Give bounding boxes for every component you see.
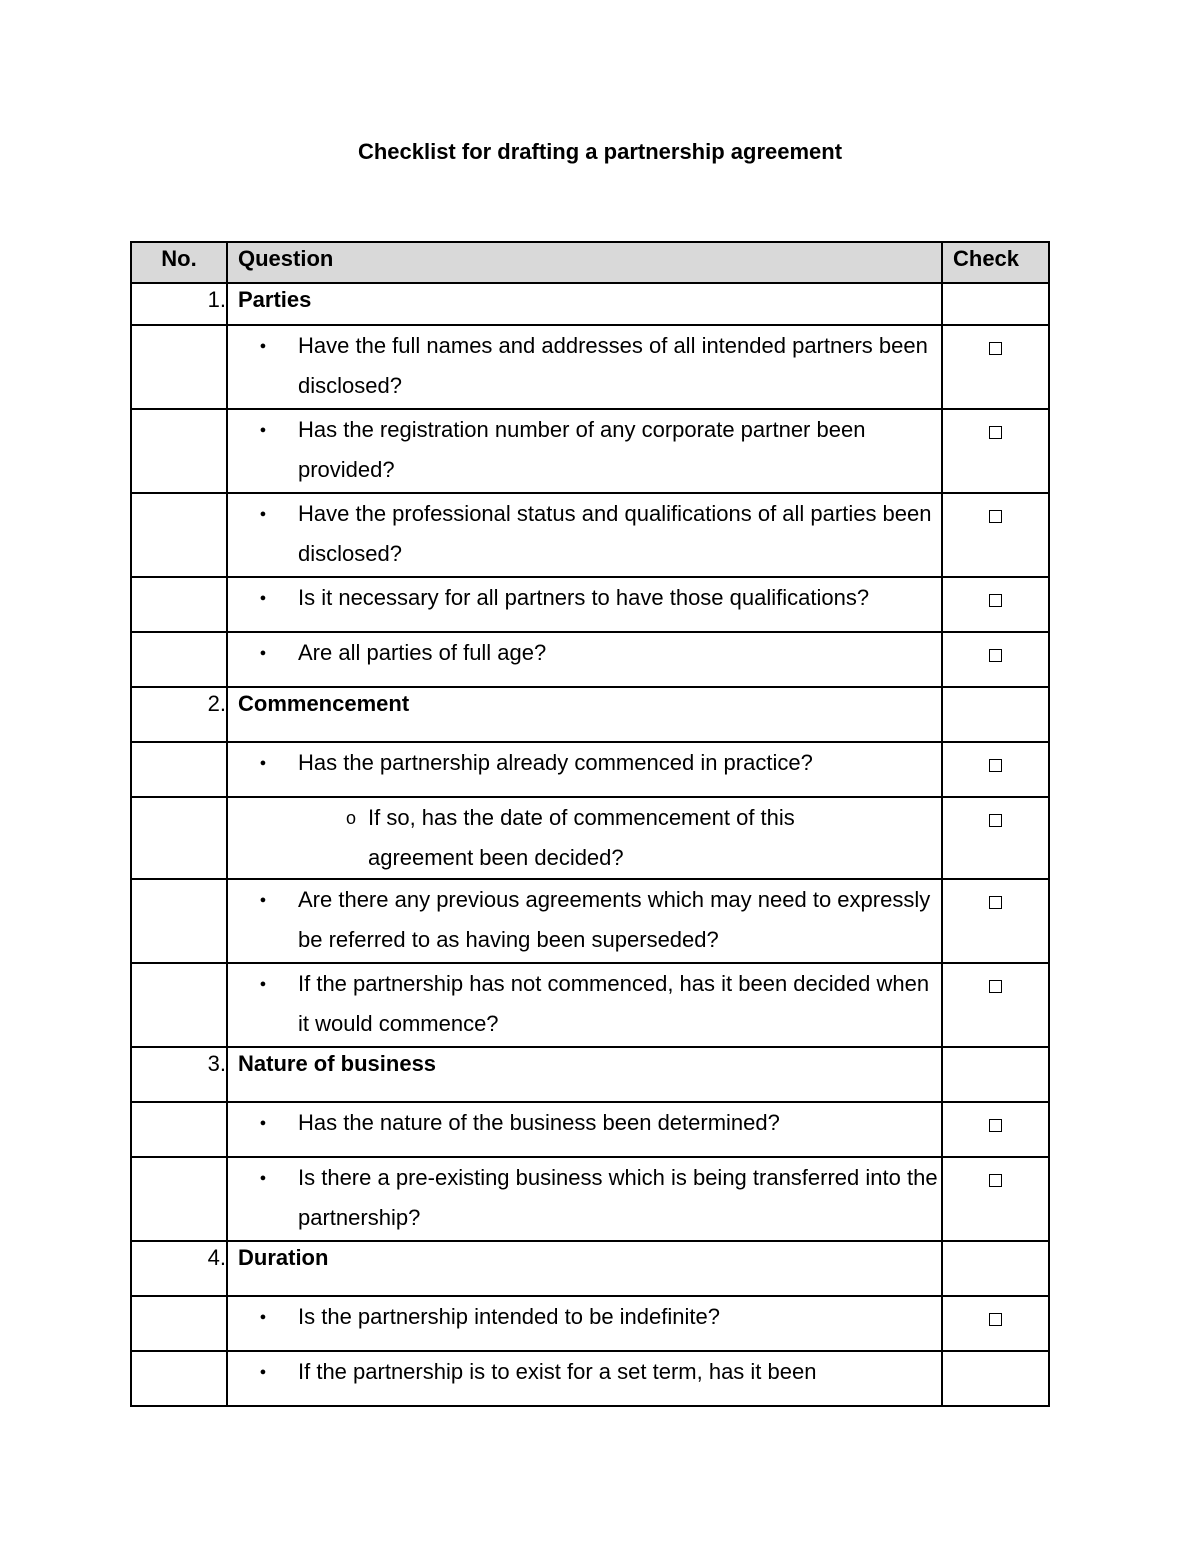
section-row [131,687,1049,742]
checkbox[interactable] [989,896,1002,909]
check-cell [942,1102,1049,1157]
question-row [131,879,1049,963]
row-number [131,493,227,577]
bullet-icon: ● [259,1117,267,1129]
bullet-icon: ● [259,508,267,520]
checkbox[interactable] [989,426,1002,439]
check-cell [942,797,1049,879]
question-cell [227,409,942,493]
section-row [131,1241,1049,1296]
row-number [131,1102,227,1157]
section-label: Nature of business [238,1051,437,1076]
question-text: Has the partnership already commenced in practice? [298,750,813,775]
question-text: Is there a pre-existing business which is being transferred into the partnership? [298,1165,938,1230]
question-cell [227,632,942,687]
question-cell [227,493,942,577]
bullet-icon: ● [259,592,267,604]
question-row [131,325,1049,409]
question-cell [227,283,942,325]
header-question: Question [227,242,942,283]
bullet-icon: ● [259,757,267,769]
check-cell [942,1241,1049,1296]
check-cell [942,1296,1049,1351]
bullet-icon: ● [259,1311,267,1323]
checklist-table [130,241,1050,1407]
question-cell [227,1102,942,1157]
checkbox[interactable] [989,649,1002,662]
question-row [131,742,1049,797]
row-number [131,963,227,1047]
question-cell [227,963,942,1047]
checkbox[interactable] [989,1313,1002,1326]
question-cell [227,1157,942,1241]
row-number [131,879,227,963]
section-label: Parties [238,287,312,312]
bullet-icon: ● [259,894,267,906]
sub-bullet-icon: o [345,808,356,828]
question-row [131,1157,1049,1241]
question-text: Have the professional status and qualifications of all parties been disclosed? [298,501,932,566]
row-number [131,1296,227,1351]
question-text: Has the nature of the business been determined? [298,1110,780,1135]
question-row [131,1102,1049,1157]
checkbox[interactable] [989,980,1002,993]
checkbox[interactable] [989,1119,1002,1132]
question-text: Have the full names and addresses of all intended partners been disclosed? [298,333,928,398]
question-cell [227,687,942,742]
question-text: Has the registration number of any corporate partner been provided? [298,417,866,482]
checkbox[interactable] [989,342,1002,355]
question-cell [227,1047,942,1102]
question-text: If the partnership is to exist for a set term, has it been [298,1359,817,1384]
question-row [131,632,1049,687]
check-cell [942,409,1049,493]
section-label: Commencement [238,691,410,716]
bullet-icon: ● [259,340,267,352]
checkbox[interactable] [989,759,1002,772]
question-text: If so, has the date of commencement of this agreement been decided? [368,805,795,870]
check-cell [942,577,1049,632]
header-row [131,242,1049,283]
question-cell [227,1296,942,1351]
document-title: Checklist for drafting a partnership agreement [357,139,843,164]
question-cell [227,742,942,797]
check-cell [942,325,1049,409]
row-number [131,1351,227,1406]
question-row [131,797,1049,879]
row-number [131,742,227,797]
checkbox[interactable] [989,1174,1002,1187]
checkbox[interactable] [989,814,1002,827]
row-number [131,577,227,632]
row-number: 3. [131,1047,227,1102]
checkbox[interactable] [989,510,1002,523]
question-cell [227,325,942,409]
row-number: 2. [131,687,227,742]
question-cell [227,1351,942,1406]
question-cell [227,797,942,879]
question-row [131,577,1049,632]
check-cell [942,1047,1049,1102]
checkbox[interactable] [989,594,1002,607]
bullet-icon: ● [259,978,267,990]
check-cell [942,879,1049,963]
bullet-icon: ● [259,1366,267,1378]
question-text: Are there any previous agreements which may need to expressly be referred to as having been superseded? [298,887,931,952]
question-row [131,493,1049,577]
check-cell [942,283,1049,325]
row-number [131,409,227,493]
check-cell [942,1351,1049,1406]
row-number [131,797,227,879]
check-cell [942,742,1049,797]
question-row [131,1351,1049,1406]
header-check: Check [942,242,1049,283]
row-number [131,325,227,409]
section-row [131,283,1049,325]
row-number [131,1157,227,1241]
row-number: 4. [131,1241,227,1296]
section-label: Duration [238,1245,329,1270]
question-row [131,963,1049,1047]
question-text: If the partnership has not commenced, has it been decided when it would commence? [298,971,930,1036]
bullet-icon: ● [259,647,267,659]
question-text: Are all parties of full age? [298,640,547,665]
question-row [131,409,1049,493]
check-cell [942,1157,1049,1241]
section-row [131,1047,1049,1102]
row-number [131,632,227,687]
check-cell [942,963,1049,1047]
question-cell [227,1241,942,1296]
check-cell [942,632,1049,687]
row-number: 1. [131,283,227,325]
bullet-icon: ● [259,424,267,436]
question-cell [227,577,942,632]
question-cell [227,879,942,963]
check-cell [942,493,1049,577]
bullet-icon: ● [259,1172,267,1184]
check-cell [942,687,1049,742]
question-text: Is it necessary for all partners to have those qualifications? [298,585,870,610]
question-text: Is the partnership intended to be indefinite? [298,1304,720,1329]
header-no: No. [131,242,227,283]
question-row [131,1296,1049,1351]
